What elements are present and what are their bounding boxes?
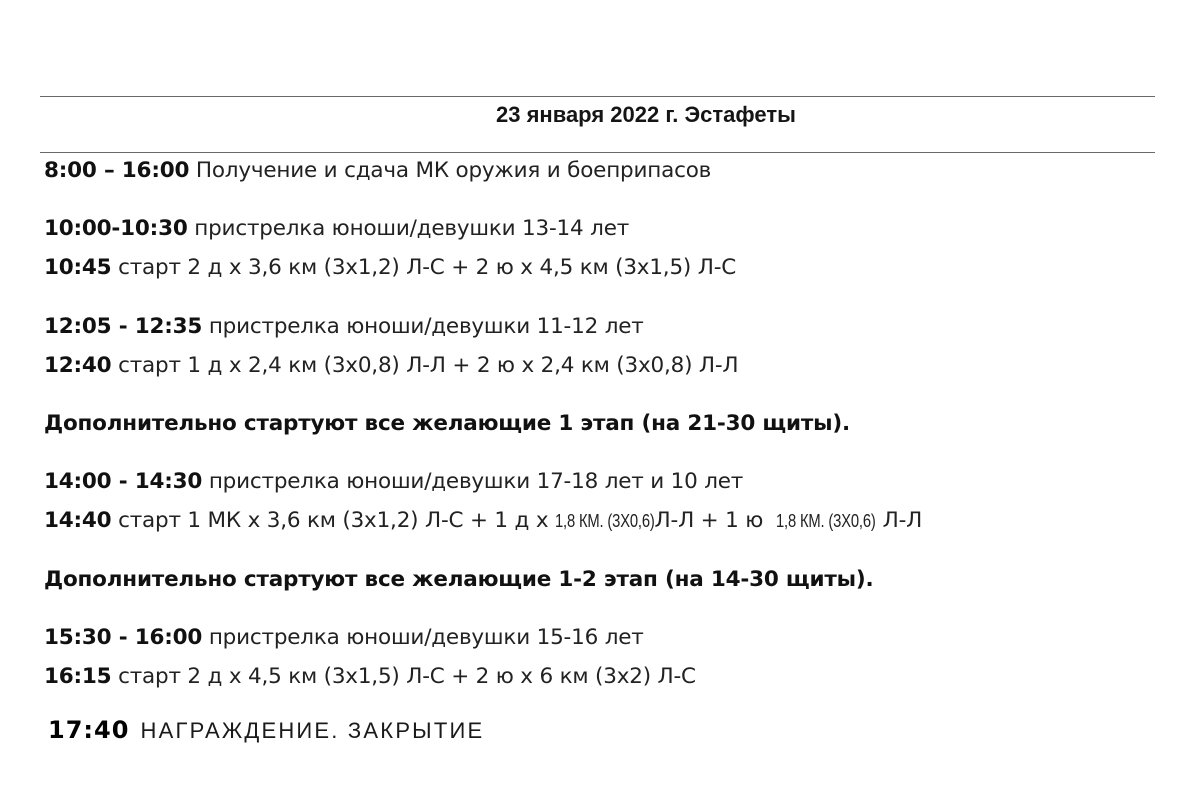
schedule-text: пристрелка юноши/девушки 15-16 лет — [208, 625, 644, 650]
schedule-line-zeroing-13-14 — [44, 216, 629, 241]
schedule-text: старт 2 д х 3,6 км (3х1,2) Л-С + 2 ю х 4,5 км (3х1,5) Л-С — [118, 255, 737, 280]
schedule-text: пристрелка юноши/девушки 13-14 лет — [194, 216, 630, 241]
schedule-time: 12:40 — [44, 353, 112, 378]
schedule-time: 10:45 — [44, 255, 112, 280]
schedule-text: старт 1 МК х 3,6 км (3х1,2) Л-С + 1 д х — [118, 508, 549, 533]
schedule-line-start-1440 — [44, 508, 922, 533]
schedule-time: 15:30 - 16:00 — [44, 625, 203, 650]
schedule-line-zeroing-11-12 — [44, 314, 644, 339]
schedule-line-zeroing-17-18 — [44, 469, 743, 494]
schedule-time: 14:40 — [44, 508, 112, 533]
schedule-line-start-1615 — [44, 664, 696, 689]
bottom-rule — [40, 152, 1155, 153]
schedule-note-stage-1-2: Дополнительно стартуют все желающие 1-2 этап (на 14-30 щиты). — [44, 567, 874, 592]
schedule-text: пристрелка юноши/девушки 11-12 лет — [208, 314, 644, 339]
top-rule — [40, 96, 1155, 97]
schedule-text: Получение и сдача МК оружия и боеприпасов — [195, 158, 712, 183]
schedule-line-start-1045 — [44, 255, 736, 280]
schedule-line-zeroing-15-16 — [44, 625, 644, 650]
schedule-text: Л-Л + 1 ю — [654, 508, 764, 533]
schedule-note-stage-1: Дополнительно стартуют все желающие 1 этап (на 21-30 щиты). — [44, 411, 850, 436]
schedule-text: Л-Л — [882, 508, 923, 533]
schedule-line-equipment — [44, 158, 711, 183]
closing-line — [48, 716, 484, 744]
schedule-time: 10:00-10:30 — [44, 216, 188, 241]
schedule-text: старт 2 д х 4,5 км (3х1,5) Л-С + 2 ю х 6 км (3х2) Л-С — [118, 664, 696, 689]
schedule-text: старт 1 д х 2,4 км (3х0,8) Л-Л + 2 ю х 2,4 км (3х0,8) Л-Л — [118, 353, 739, 378]
inserted-distance: 1,8 КМ. (3Х0,6) — [555, 511, 655, 531]
schedule-text: пристрелка юноши/девушки 17-18 лет и 10 лет — [208, 469, 744, 494]
inserted-distance: 1,8 КМ. (3Х0,6) — [776, 511, 877, 531]
closing-time: 17:40 — [48, 716, 130, 744]
schedule-time: 8:00 – 16:00 — [44, 158, 190, 183]
schedule-time: 16:15 — [44, 664, 112, 689]
page-title: 23 января 2022 г. Эстафеты — [496, 102, 796, 127]
schedule-time: 12:05 - 12:35 — [44, 314, 203, 339]
schedule-time: 14:00 - 14:30 — [44, 469, 203, 494]
closing-text: НАГРАЖДЕНИЕ. ЗАКРЫТИЕ — [140, 718, 485, 743]
schedule-line-start-1240 — [44, 353, 738, 378]
